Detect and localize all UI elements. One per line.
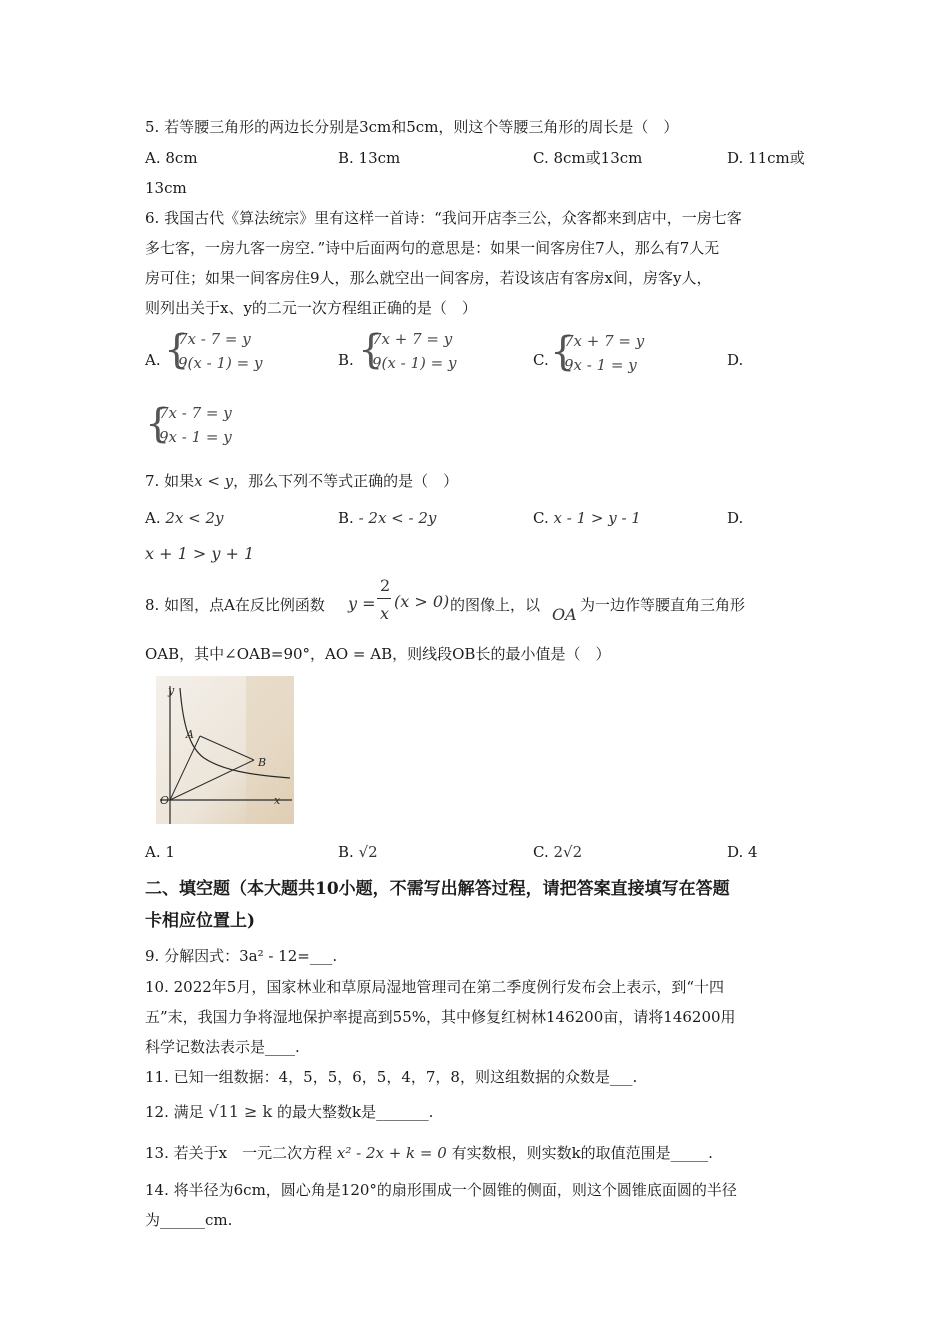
- q7-option-a: A. 2x < 2y: [145, 509, 224, 527]
- q12: 12. 满足 √11 ≥ k 的最大整数k是_______.: [145, 1102, 434, 1121]
- q7-a-math: 2x < 2y: [165, 509, 224, 527]
- q7-condition: x < y: [194, 472, 234, 490]
- q7-option-c: C. x - 1 > y - 1: [533, 509, 641, 527]
- q8-fraction-bar: [377, 598, 391, 599]
- q6-line4: 则列出关于x、y的二元一次方程组正确的是（ ）: [145, 299, 477, 317]
- q10-line1: 10. 2022年5月，国家林业和草原局湿地管理司在第二季度例行发布会上表示，到“十四: [145, 978, 725, 996]
- q6-a-eq1: 7x - 7 = y: [178, 330, 251, 348]
- q8-figure-svg: [156, 676, 294, 824]
- q11: 11. 已知一组数据：4，5，5，6，5，4，7，8，则这组数据的众数是___.: [145, 1068, 638, 1086]
- q8-option-b: B. √2: [338, 843, 378, 861]
- label-o: O: [160, 794, 170, 807]
- q8-func-den: x: [380, 604, 390, 623]
- q7-option-d: D.: [727, 509, 744, 527]
- q8-oa: OA: [552, 605, 577, 624]
- q6-option-b-label: B.: [338, 351, 354, 369]
- q6-option-d-label: D.: [727, 351, 744, 369]
- q10-line2: 五”末，我国力争将湿地保护率提高到55%，其中修复红树林146200亩，请将146200用: [145, 1008, 736, 1026]
- q5-option-c: C. 8cm或13cm: [533, 149, 643, 167]
- q5-option-d: D. 11cm或: [727, 149, 805, 167]
- q7-stem: [145, 471, 458, 491]
- q6-line1: 6. 我国古代《算法统宗》里有这样一首诗：“我问开店李三公，众客都来到店中，一房七客: [145, 209, 742, 227]
- q6-c-eq2: 9x - 1 = y: [564, 356, 637, 374]
- q8-b-math: √2: [358, 843, 378, 861]
- q8-func-cond: (x > 0): [394, 592, 450, 611]
- q13: 13. 若关于x 一元二次方程 x² - 2x + k = 0 有实数根，则实数k的取值范围是_____.: [145, 1144, 713, 1162]
- q9: 9. 分解因式：3a² - 12=___.: [145, 947, 338, 965]
- q7-stem-pre: 7. 如果: [145, 472, 195, 490]
- label-b: B: [258, 756, 267, 769]
- label-x: x: [274, 794, 281, 807]
- q6-d-eq1: 7x - 7 = y: [159, 404, 232, 422]
- q14-line2: 为______cm.: [145, 1211, 233, 1229]
- q14-line1: 14. 将半径为6cm，圆心角是120°的扇形围成一个圆锥的侧面，则这个圆锥底面圆的半径: [145, 1181, 737, 1199]
- q8-option-a: A. 1: [145, 843, 175, 861]
- q13-math: x² - 2x + k = 0: [336, 1144, 447, 1162]
- q8-option-c: C. 2√2: [533, 843, 583, 861]
- q8-option-d: D. 4: [727, 843, 758, 861]
- q6-b-eq1: 7x + 7 = y: [372, 330, 453, 348]
- section2-title-line2: 卡相应位置上): [145, 911, 256, 931]
- q5-stem: 5. 若等腰三角形的两边长分别是3cm和5cm，则这个等腰三角形的周长是（ ）: [145, 118, 679, 136]
- q8-line1-mid: 的图像上，以: [450, 596, 541, 614]
- q10-line3: 科学记数法表示是____.: [145, 1038, 300, 1056]
- q6-option-a-label: A.: [145, 351, 161, 369]
- section2-title-line1: 二、填空题（本大题共10小题，不需写出解答过程，请把答案直接填写在答题: [145, 879, 730, 899]
- q8-func-num: 2: [380, 576, 391, 595]
- q7-c-math: x - 1 > y - 1: [553, 509, 641, 527]
- label-y: y: [168, 684, 175, 697]
- q5-option-a: A. 8cm: [145, 149, 198, 167]
- q6-a-eq2: 9(x - 1) = y: [178, 354, 263, 372]
- q8-line2: OAB，其中∠OAB=90°，AO = AB，则线段OB长的最小值是（ ）: [145, 645, 611, 663]
- q7-option-d-math: x + 1 > y + 1: [145, 544, 255, 563]
- q6-b-eq2: 9(x - 1) = y: [372, 354, 457, 372]
- q8-figure: [156, 676, 294, 824]
- q8-line1-pre: 8. 如图，点A在反比例函数: [145, 596, 325, 614]
- q8-line1-post: 为一边作等腰直角三角形: [580, 596, 746, 614]
- q6-line3: 房可住；如果一间客房住9人，那么就空出一间客房，若设该店有客房x间，房客y人，: [145, 269, 712, 287]
- q5-option-d-cont: 13cm: [145, 179, 187, 197]
- q6-option-c-label: C.: [533, 351, 549, 369]
- exam-page: 5. 若等腰三角形的两边长分别是3cm和5cm，则这个等腰三角形的周长是（ ） A. 8cm B. 13cm C. 8cm或13cm D. 11cm或 13cm 6. 我国古代《算法统宗》里有这样一首诗：“我问开店李三公，众客都来到店中，一房七客 多七客，一房九客一房空．”诗中后面两句的意思是：如果一间客房住7人，那么有7人无 房可住；如果一间客房住9人，那么就空出一间客房，若设该店有客房x间，房客y人， 则列出关于x、y的二元一次方程组正确的是（ ） A. { 7x - 7 = y 9(x - 1) = y B. { 7x + 7 = y 9(x - 1) = y C. { 7x + 7 = y 9x - 1 = y D. { 7x - 7 = y 9x - 1 = y 7. 如果x < y，那么下列不等式正确的是（ ） A. 2x < 2y B. - 2x < - 2y C. x - 1 > y - 1 D. x + 1 > y + 1 8. 如图，点A在反比例函数 y = 2 x (x > 0) 的图像上，以 OA 为一边作等腰直角三角形 OAB，其中∠OAB=90°，AO = AB，则线段OB长的最小值是（ ） y A B O x A. 1 B. √2 C. 2√2 D. 4 二、填空题（本大题共10小题，不需写出解答过程，请把答案直接填写在答题 卡相应位置上) 9. 分解因式：3a² - 12=___. 10. 2022年5月，国家林业和草原局湿地管理司在第二季度例行发布会上表示，到“十四 五”末，我国力争将湿地保护率提高到55%，其中修复红树林146200亩，请将146200用 科学记数法表示是____. 11. 已知一组数据：4，5，5，6，5，4，7，8，则这组数据的众数是___. 12. 满足 √11 ≥ k 的最大整数k是_______. 13. 若关于x 一元二次方程 x² - 2x + k = 0 有实数根，则实数k的取值范围是_____. 14. 将半径为6cm，圆心角是120°的扇形围成一个圆锥的侧面，则这个圆锥底面圆的半径 为______cm.: [145, 118, 805, 1229]
- figure-shade: [246, 676, 294, 824]
- q7-stem-post: ，那么下列不等式正确的是（ ）: [233, 472, 459, 490]
- label-a: A: [186, 728, 194, 741]
- q6-c-eq1: 7x + 7 = y: [564, 332, 645, 350]
- q7-option-b: B. - 2x < - 2y: [338, 509, 437, 527]
- q7-b-math: - 2x < - 2y: [358, 509, 437, 527]
- q12-math: √11 ≥ k: [208, 1102, 273, 1121]
- q6-line2: 多七客，一房九客一房空．”诗中后面两句的意思是：如果一间客房住7人，那么有7人无: [145, 239, 720, 257]
- q6-d-eq2: 9x - 1 = y: [159, 428, 232, 446]
- q8-func-y: y =: [348, 594, 376, 613]
- q5-option-b: B. 13cm: [338, 149, 401, 167]
- q8-c-math: 2√2: [553, 843, 583, 861]
